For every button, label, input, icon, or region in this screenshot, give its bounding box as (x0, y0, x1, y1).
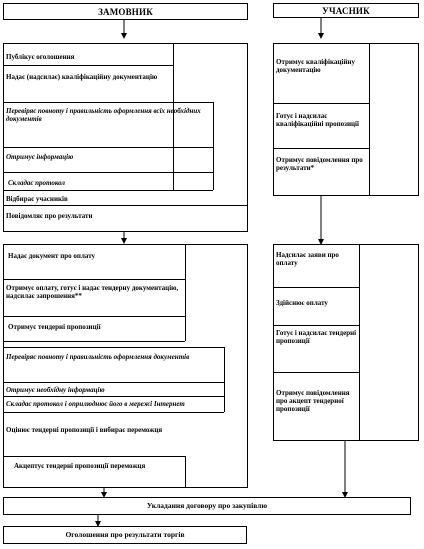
customer-stage2-block (3, 244, 248, 488)
participant-stage2-divider (359, 244, 360, 441)
announce-label: Оголошення про результати торгів (65, 530, 185, 539)
customer-step-publish: Публікує оголошення (6, 53, 75, 61)
customer-step-protocol: Складає протокол (8, 179, 66, 187)
row-divider (3, 341, 185, 342)
customer-step-protocol-publish: Складає протокол і оприлюднює його в мережі Інтернет (6, 400, 185, 408)
row-divider (3, 412, 224, 413)
announce-box (3, 526, 247, 544)
row-divider (3, 190, 213, 191)
row-divider (3, 316, 185, 317)
customer-step-notify: Повідомляє про результати (6, 212, 93, 220)
participant-stage1-divider (369, 43, 370, 196)
row-divider (3, 396, 224, 397)
customer-stage2-divider (185, 244, 186, 341)
row-divider (273, 372, 359, 373)
customer-step-tender-docs: Отримує оплату, готує і надає тендерну документацію, надсилає запрошення** (6, 284, 179, 300)
participant-title: УЧАСНИК (322, 6, 370, 16)
contract-box (3, 497, 411, 515)
row-divider (273, 287, 359, 288)
row-divider (3, 279, 185, 280)
customer-step-get-needed-info: Отримує необхідну інформацію (6, 386, 105, 394)
row-divider (3, 65, 173, 66)
row-divider (273, 148, 369, 149)
customer-step-accept: Акцептує тендерні пропозиції переможця (14, 462, 146, 470)
participant-title-box (273, 3, 419, 18)
customer-step-receive-proposals: Отримує тендерні пропозиції (8, 323, 101, 331)
customer-step-get-info: Отримує інформацію (6, 153, 74, 161)
customer-step-evaluate: Оцінює тендерні пропозиції і вибирає переможця (6, 426, 163, 434)
row-divider (3, 347, 224, 348)
customer-step-check-documents: Перевіряє повноту і правильність оформлення документів (6, 353, 190, 361)
participant-step-acceptance-notice: Отримує повідомлення про акцепт тендерної пропозиції (276, 389, 350, 413)
customer-stage1-block (3, 43, 248, 232)
row-right-edge (185, 456, 186, 488)
row-divider (3, 456, 185, 457)
row-divider (273, 325, 359, 326)
customer-title: ЗАМОВНИК (98, 7, 153, 17)
customer-title-box (3, 3, 248, 20)
participant-step-send-proposals: Готує і надсилає кваліфікаційні пропозиції (276, 112, 359, 128)
row-divider (3, 172, 213, 173)
inner-box-right-edge (224, 347, 225, 412)
customer-step-check-docs: Перевіряє повноту і правильність оформлення всіх необхідних документів (6, 107, 201, 123)
row-divider (273, 103, 369, 104)
customer-step-send-docs: Надає (надсилає) кваліфікаційну документацію (6, 73, 158, 81)
customer-step-select: Відбирає учасників (6, 195, 68, 203)
contract-label: Укладання договору про закупівлю (146, 501, 268, 510)
participant-step-payment-request: Надсилає заяви про оплату (276, 251, 339, 267)
row-divider (3, 102, 213, 103)
participant-step-receive-results: Отримує повідомлення про результати* (276, 156, 363, 172)
participant-step-send-tender: Готує і надсилає тендерні пропозиції (276, 329, 357, 345)
participant-step-pay: Здійснює оплату (276, 299, 328, 307)
row-divider (3, 205, 248, 206)
inner-box-right-edge (213, 102, 214, 190)
customer-step-payment-doc: Надає документ про оплату (8, 252, 96, 260)
row-divider (3, 382, 224, 383)
row-divider (3, 147, 213, 148)
participant-step-receive-docs: Отримує кваліфікаційну документацію (276, 58, 355, 74)
